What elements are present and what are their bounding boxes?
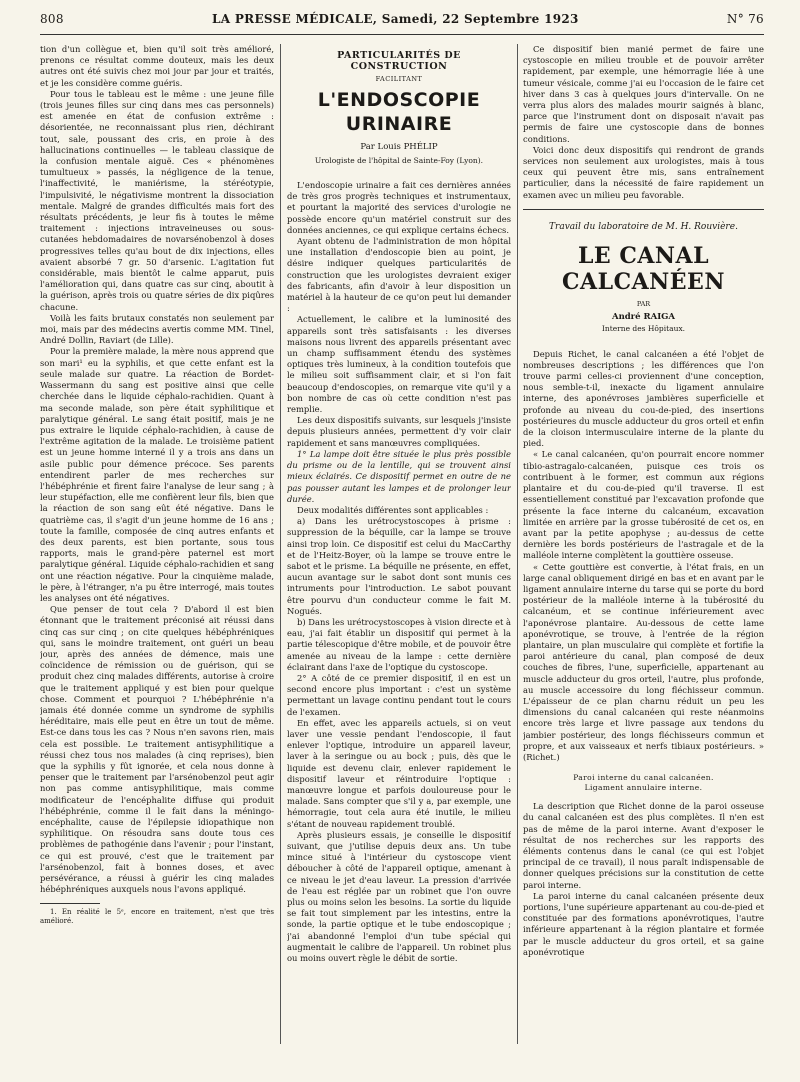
paragraph: « Cette gouttière est convertie, à l'état frais, en un large canal obliquement dirigé en bas et en avant par le ligament annulaire interne du tarse qui se porte du bord postérieur de la malléole interne à la tubérosité du calcanéum, et se continue inférieurement avec l'aponévrose plantaire. Au-dessous de cette lame aponévrotique, se trouve, à l'entrée de la région plantaire, un plan musculaire qui complète et fortifie la paroi antérieure du canal, plan composé de deux couches de fibres, l'une, superficielle, appartenant au muscle adducteur du gros orteil, l'autre, plus profonde, au muscle accessoire du long fléchisseur commun. L'épaisseur de ce plan charnu réduit un peu les dimensions du canal calcanéen qui reste néanmoins encore très large et livre passage aux tendons du jambier postérieur, des longs fléchisseurs commun et propre, et aux vaisseaux et nerfs tibiaux postérieurs. » (Richet.) [523,561,764,762]
column-1 [40,44,274,1064]
page-number: 808 [40,12,64,26]
article-divider [523,209,764,210]
article-author: André RAIGA [611,312,676,323]
subtitle-line: Paroi interne du canal calcanéen. [573,773,714,783]
paragraph: Voilà les faits brutaux constatés non seulement par moi, mais par des médecins avertis comme MM. Tinel, André Dollin, Raviart (de Lille). [40,312,274,346]
paragraph: « Le canal calcanéen, qu'on pourrait encore nommer tibio-astragalo-calcanéen, puisque ces trois os contribuent à le former, est commun aux régions plantaire et du cou-de-pied qu'il traverse. Il est essentiellement constitué par l'excavation profonde que présente la face interne du calcanéum, excavation limitée en arrière par la grosse tubérosité de cet os, en avant par la petite apophyse ; au-dessus de cette dernière les bords postérieurs de l'astragale et de la malléole interne complètent la gouttière osseuse. [523,449,764,561]
article-title: L'ENDOSCOPIE URINAIRE [317,88,481,135]
paragraph: Deux modalités différentes sont applicables : [297,504,489,515]
paragraph: a) Dans les urétrocystoscopes à prisme : suppression de la béquille, car la lampe se trouve ainsi trop loin. Ce dispositif est celui du MacCarthy et de l'Heitz-Boyer, où la lampe se trouve entre le sabot et le prisme. La béquille ne présente, en effet, aucun avantage sur le sabot dont sont munis ces intruments pour l'introduction. Le sabot pouvant être pourvu d'un conducteur comme le fait M. Nogués. [287,516,511,616]
laboratory-line: Travail du laboratoire de M. H. Rouvière. [549,221,738,232]
paragraph: Après plusieurs essais, je conseille le dispositif suivant, que j'utilise depuis deux ans. Un tube mince situé à l'intérieur du cystoscope vient déboucher à côté de l'appareil optique, amenant à ce niveau le jet d'eau laveur. La pression d'arrivée de l'eau est réglée par un robinet que l'on ouvre plus ou moins selon les besoins. La sortie du liquide se fait tout simplement par les intestins, entre la sonde, la partie optique et le tube endoscopique ; j'ai abandonné l'emploi d'un tube spécial qui augmentait le calibre de l'appareil. Un robinet plus ou moins ouvert règle le débit de sortie. [287,829,511,964]
header-rule [40,34,764,35]
subtitle-line: Ligament annulaire interne. [584,783,703,793]
article-title: LE CANAL CALCANÉEN [562,243,725,296]
paragraph: Que penser de tout cela ? D'abord il est bien étonnant que le traitement préconisé ait réussi dans cinq cas sur cinq ; on cite quelques hébéphréniques qui, sans le moindre traitement, ont guéri un beau jour, après des années de démence, mais une coïncidence de rémission ou de guérison, qui se produit chez cinq malades différents, autorise à croire que le traitement appliqué y est bien pour quelque chose. Comment et pourquoi ? L'hébéphrénie n'a jamais été donnée comme un syndrome de syphilis héréditaire, mais elle peut en être un tout de même. Est-ce dans tous les cas ? Nous n'en savons rien, mais cela est possible. Le traitement antisyphilitique a réussi chez tous nos malades (à cinq reprises), bien que la syphilis y fût ignorée, et cela nous donne à penser que le traitement par l'arsénobenzol peut agir non pas comme antisyphilitique, mais comme modificateur de l'encéphalite diffuse qui produit l'hébéphrénie, comme il le fait dans la méningo-encéphalite, cause de l'épilepsie idiopathique non syphilitique. On résoudra sans doute tous ces problèmes de pathogénie dans l'avenir ; pour l'instant, ce qui est prouvé, c'est que le traitement par l'arsénobenzol, fait à bonnes doses, et avec persévérance, a réussi à guérir les cinq malades hébéphréniques auxquels nous l'avons appliqué. [40,604,274,895]
column-separator [280,44,281,1044]
paragraph: La paroi interne du canal calcanéen présente deux portions, l'une supérieure appartenant au cou-de-pied et constituée par des formations aponévrotiques, l'autre inférieure appartenant à la région plantaire et formée par le muscle adducteur du gros orteil, et sa gaine aponévrotique [523,890,764,957]
issue-number: N° 76 [726,12,764,26]
paragraph: Ayant obtenu de l'administration de mon hôpital une installation d'endoscopie bien au point, je désire indiquer quelques particularités de construction que les urologistes devraient exiger des fabricants, afin d'avoir à leur disposition un matériel à la hauteur de ce qu'on peut lui demander : [287,236,511,314]
article-author: Par Louis PHÉLIP [360,141,438,152]
paragraph: Ce dispositif bien manié permet de faire une cystoscopie en milieu trouble et de pouvoir arrêter rapidement, par exemple, une hémorragie liée à une tumeur vésicale, comme j'ai eu l'occasion de le faire cet hiver dans 3 cas à quelques jours d'intervalle. On ne verra plus alors des malades mourir saignés à blanc, parce que l'instrument dont on disposait n'avait pas permis de faire une cystoscopie dans de bonnes conditions. [523,44,764,144]
footnote-rule [40,903,100,904]
article-title-connector: FACILITANT [375,75,423,84]
paragraph: La description que Richet donne de la paroi osseuse du canal calcanéen est des plus complètes. Il n'en est pas de même de la paroi interne. Avant d'exposer le résultat de nos recherches sur les rapports des éléments contenus dans le canal (ce qui est l'objet principal de ce travail), il nous paraît indispensable de donner quelques précisions sur la constitution de cette paroi interne. [523,801,764,890]
column-2 [287,44,511,1064]
footnote: 1. En réalité le 5ᵉ, encore en traitement, n'est que très amélioré. [40,908,274,926]
paragraph: 2° A côté de ce premier dispositif, il en est un second encore plus important : c'est un système permettant un lavage continu pendant tout le cours de l'examen. [287,672,511,717]
paragraph: L'endoscopie urinaire a fait ces dernières années de très gros progrès techniques et instrumentaux, et pourtant la majorité des services d'urologie ne possède encore qu'un matériel construit sur des données anciennes, ce qui explique certains échecs. [287,180,511,235]
paragraph: 1° La lampe doit être située le plus près possible du prisme ou de la lentille, qui se trouvent ainsi mieux éclairés. Ce dispositif permet en outre de ne pas pousser autant les lampes et de prolonger leur durée. [287,448,511,504]
author-affiliation: Urologiste de l'hôpital de Sainte-Foy (Lyon). [314,155,484,165]
journal-line: LA PRESSE MÉDICALE, Samedi, 22 Septembre 1923 [212,12,579,26]
by-line-prefix: PAR [636,300,651,309]
section-subtitle [523,773,764,793]
paragraph: Pour la première malade, la mère nous apprend que son mari¹ eu la syphilis, et que cette enfant est la seule malade sur quatre. La réaction de Bordet-Wassermann du sang est positive ainsi que celle cherchée dans le liquide céphalo-rachidien. Quant à ma seconde malade, son père était syphilitique et paralytique général. Le sang était positif, mais je ne pus extraire le liquide céphalo-rachidien, à cause de l'extrême agitation de la malade. Le troisième patient est un jeune homme interné il y a trois ans dans un asile public pour démence précoce. Ses parents entendirent parler de mes recherches sur l'hébéphrénie et firent faire l'analyse de leur sang ; à leur stupéfaction, elle me confièrent leur fils, bien que la réaction de son sang eût été négative. Dans le quatrième cas, il s'agit d'un jeune homme de 16 ans ; toute la famille, composée de cinq autres enfants et des deux parents, est bien portante, sous tous rapports, mais le grand-père paternel est mort paralytique général. Liquide céphalo-rachidien et sang ont une réaction négative. Pour la cinquième malade, le père, à l'étranger, n'a pu être interrogé, mais toutes les analyses ont été négatives. [40,346,274,603]
paragraph: Pour tous le tableau est le même : une jeune fille (trois jeunes filles sur cinq dans mes cas personnels) est amenée en état de confusion extrême : désorientée, ne reconnaissant plus rien, déchirant tout, sale, poussant des cris, en proie à des hallucinations continuelles — le tableau classique de la confusion mentale aiguë. Ces « phénomènes tumultueux » passés, la négligence de la tenue, l'inaffectivité, le maniérisme, la stéréotypie, l'impulsivité, le négativisme montrent la dissociation mentale. Malgré de grandes difficultés mais fort des résultats précédents, je leur fis à toutes le même traitement : injections intraveineuses ou sous-cutanées hebdomadaires de novarsénobenzol à doses progressives telles qu'au bout de dix injections, elles avaient absorbé 7 gr. 50 d'arsenic. L'agitation fut considérable, mais bientôt le calme apparut, puis l'amélioration qui, dans quatre cas sur cinq, aboutit à la guérison, après trois ou quatre séries de dix piqûres chacune. [40,88,274,312]
column-separator [517,44,518,1044]
paragraph: tion d'un collègue et, bien qu'il soit très amélioré, prenons ce résultat comme douteux, mais les deux autres ont été suivis chez moi jour par jour et traités, et je les considère comme guéris. [40,44,274,88]
paragraph: En effet, avec les appareils actuels, si on veut laver une vessie pendant l'endoscopie, il faut enlever l'optique, introduire un appareil laveur, laver à la seringue ou au bock ; puis, dès que le liquide est devenu clair, enlever rapidement le dispositif laveur et réintroduire l'optique : manœuvre longue et parfois douloureuse pour le malade. Sans compter que s'il y a, par exemple, une hémorragie, tout cela aura été inutile, le milieu s'étant de nouveau rapidement troublé. [287,717,511,829]
paragraph: Voici donc deux dispositifs qui rendront de grands services non seulement aux urologistes, mais à tous ceux qui peuvent être mis, sans entraînement particulier, dans la nécessité de faire rapidement un examen avec un milieu peu favorable. [523,144,764,200]
page-header [40,12,764,32]
paragraph: b) Dans les urétrocystoscopes à vision directe et à eau, j'ai fait établir un dispositif qui permet à la partie télescopique d'être mobile, et de pouvoir être amenée au niveau de la lampe : cette dernière éclairant dans l'axe de l'optique du cystoscope. [287,616,511,672]
column-3 [523,44,764,1064]
author-affiliation: Interne des Hôpitaux. [601,324,686,334]
paragraph: Depuis Richet, le canal calcanéen a été l'objet de nombreuses descriptions ; les différences que l'on trouve parmi celles-ci proviennent d'une conception, nous semble-t-il, inexacte du ligament annulaire interne, des aponévroses jambières superficielle et profonde au niveau du cou-de-pied, des insertions postérieures du muscle adducteur du gros orteil et enfin de la cloison intermusculaire interne de la plante du pied. [523,348,764,449]
article-pretitle: PARTICULARITÉS DE CONSTRUCTION [337,50,461,73]
paragraph: Actuellement, le calibre et la luminosité des appareils sont très satisfaisants : les diverses maisons nous livrent des appareils présentant avec un champ suffisamment étendu des systèmes optiques très lumineux, à la condition toutefois que le milieu soit suffisamment clair, et si l'on fait beaucoup d'endoscopies, on remarque vite qu'il y a bon nombre de cas où cette condition n'est pas remplie. [287,314,511,415]
paragraph: Les deux dispositifs suivants, sur lesquels j'insiste depuis plusieurs années, permettent d'y voir clair rapidement et sans manœuvres compliquées. [287,415,511,448]
